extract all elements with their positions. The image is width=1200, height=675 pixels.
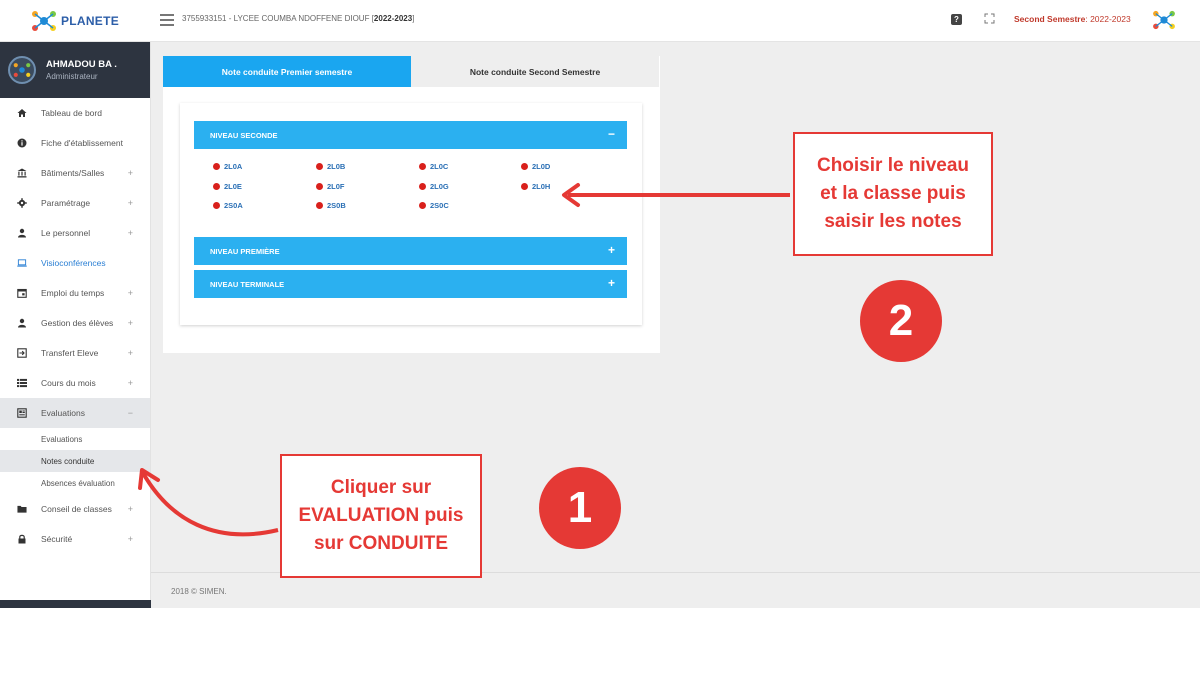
class-link[interactable] [213,162,242,171]
status-dot-icon [316,202,323,209]
class-label: 2S0C [430,201,449,210]
hamburger-menu-icon[interactable] [160,14,174,26]
sidebar-item-label: Evaluations [41,408,85,418]
level-label: NIVEAU PREMIÈRE [210,246,280,256]
class-link[interactable] [213,182,242,191]
status-dot-icon [419,163,426,170]
status-dot-icon [316,163,323,170]
expand-icon[interactable]: + [607,276,615,290]
sidebar-item-label: Cours du mois [41,378,96,388]
planete-logo-icon [13,62,31,78]
profile-name: AHMADOU BA . [46,59,117,70]
fullscreen-icon[interactable] [984,13,995,24]
annotation-line: Cliquer sur [330,477,432,498]
sidebar-item-batiments-salles[interactable] [0,158,150,188]
status-dot-icon [213,163,220,170]
collapse-icon: − [127,408,133,418]
gear-icon [17,198,27,208]
annotation-line: Choisir le niveau [816,155,970,176]
annotation-line: EVALUATION puis [298,505,464,526]
sidebar-item-evaluations[interactable] [0,398,150,428]
class-link[interactable] [419,201,449,210]
semester-tabs [163,56,660,87]
user-profile[interactable] [0,42,150,98]
level-label: NIVEAU SECONDE [210,130,278,140]
sidebar-item-label: Bâtiments/Salles [41,168,105,178]
sidebar-item-parametrage[interactable] [0,188,150,218]
list-icon [17,378,27,388]
class-label: 2L0E [224,182,242,191]
annotation-line: sur CONDUITE [313,533,449,554]
home-icon [17,108,27,118]
tab-second-semestre[interactable]: Note conduite Second Semestre [411,56,659,87]
copyright: 2018 © SIMEN. [171,587,227,596]
school-year: 2022-2023 [373,14,413,23]
top-bar [0,0,1200,42]
step-1-badge: 1 [539,467,621,549]
status-dot-icon [213,202,220,209]
expand-icon: + [127,348,133,358]
planete-logo-icon [31,10,57,32]
sidebar-item-label: Le personnel [41,228,91,238]
status-dot-icon [316,183,323,190]
class-label: 2L0D [532,162,551,171]
sidebar-item-label: Emploi du temps [41,288,105,298]
sidebar-item-label: Transfert Eleve [41,348,99,358]
class-link[interactable] [419,182,449,191]
sidebar-item-cours-du-mois[interactable] [0,368,150,398]
class-label: 2L0B [327,162,346,171]
sidebar-item-label: Paramétrage [41,198,91,208]
sidebar-item-visioconferences[interactable] [0,248,150,278]
sidebar [0,42,151,608]
school-prefix: 3755933151 - LYCEE COUMBA NDOFFENE DIOUF [ [182,14,374,23]
class-label: 2L0A [224,162,243,171]
expand-icon[interactable]: + [607,243,615,257]
class-link[interactable] [316,162,345,171]
semester-label: Second Semestre [1014,14,1086,24]
school-suffix: ] [412,14,415,23]
sidebar-item-label: Sécurité [41,534,73,544]
sidebar-item-le-personnel[interactable] [0,218,150,248]
current-semester[interactable] [1014,14,1131,24]
evaluation-icon [17,408,27,418]
sidebar-item-fiche-etablissement[interactable] [0,128,150,158]
sidebar-item-securite[interactable] [0,524,150,554]
class-link[interactable] [316,182,345,191]
profile-role: Administrateur [46,72,98,81]
sidebar-item-gestion-des-eleves[interactable] [0,308,150,338]
class-link[interactable] [521,162,550,171]
class-label: 2S0A [224,201,243,210]
semester-year: : 2022-2023 [1085,14,1131,24]
expand-icon: + [127,504,133,514]
sidebar-item-tableau-de-bord[interactable] [0,98,150,128]
expand-icon: + [127,288,133,298]
class-label: 2L0G [430,182,449,191]
sidebar-item-emploi-du-temps[interactable] [0,278,150,308]
class-link[interactable] [316,201,346,210]
class-label: 2L0H [532,182,551,191]
calendar-icon [17,288,27,298]
expand-icon: + [127,228,133,238]
annotation-step-2 [793,132,993,256]
user-icon [17,318,27,328]
annotation-step-1 [280,454,482,578]
submenu-item-evaluations[interactable]: Evaluations [41,434,83,444]
tab-premier-semestre[interactable]: Note conduite Premier semestre [163,56,411,87]
class-link[interactable] [213,201,243,210]
help-icon[interactable]: ? [951,14,962,25]
sidebar-footer-bar [0,600,151,608]
info-icon [17,138,27,148]
bank-icon [17,168,27,178]
status-dot-icon [521,183,528,190]
step-2-badge: 2 [860,280,942,362]
sidebar-item-label: Tableau de bord [41,108,102,118]
sidebar-item-conseil-de-classes[interactable] [0,494,150,524]
transfer-icon [17,348,27,358]
level-terminale-header[interactable] [194,270,627,298]
folder-icon [17,504,27,514]
class-label: 2S0B [327,201,346,210]
laptop-icon [17,258,27,268]
brand-name: PLANETE [60,14,120,28]
status-dot-icon [213,183,220,190]
school-title [182,14,414,23]
class-label: 2L0C [430,162,449,171]
avatar[interactable] [8,56,36,84]
status-dot-icon [419,202,426,209]
expand-icon: + [127,378,133,388]
user-icon [17,228,27,238]
levels-panel [180,103,642,325]
sidebar-item-label: Visioconférences [41,258,106,268]
status-dot-icon [521,163,528,170]
sidebar-menu [0,98,150,554]
sidebar-item-label: Conseil de classes [41,504,112,514]
sidebar-item-label: Fiche d'établissement [41,138,123,148]
level-label: NIVEAU TERMINALE [210,279,285,289]
sidebar-item-label: Gestion des élèves [41,318,114,328]
expand-icon: + [127,198,133,208]
collapse-icon[interactable]: − [607,127,615,141]
lock-icon [17,534,27,544]
sidebar-item-transfert-eleve[interactable] [0,338,150,368]
expand-icon: + [127,534,133,544]
class-link[interactable] [521,182,550,191]
expand-icon: + [127,168,133,178]
annotation-line: et la classe puis [820,183,966,204]
planete-logo-icon [1152,10,1176,30]
submenu-item-notes-conduite[interactable]: Notes conduite [0,450,150,472]
level-seconde-header[interactable] [194,121,627,149]
class-link[interactable] [419,162,448,171]
status-dot-icon [419,183,426,190]
submenu-item-absences-evaluation[interactable]: Absences évaluation [41,478,115,488]
class-label: 2L0F [327,182,345,191]
annotation-line: saisir les notes [824,211,962,232]
brand[interactable] [0,0,150,42]
level-premiere-header[interactable] [194,237,627,265]
expand-icon: + [127,318,133,328]
